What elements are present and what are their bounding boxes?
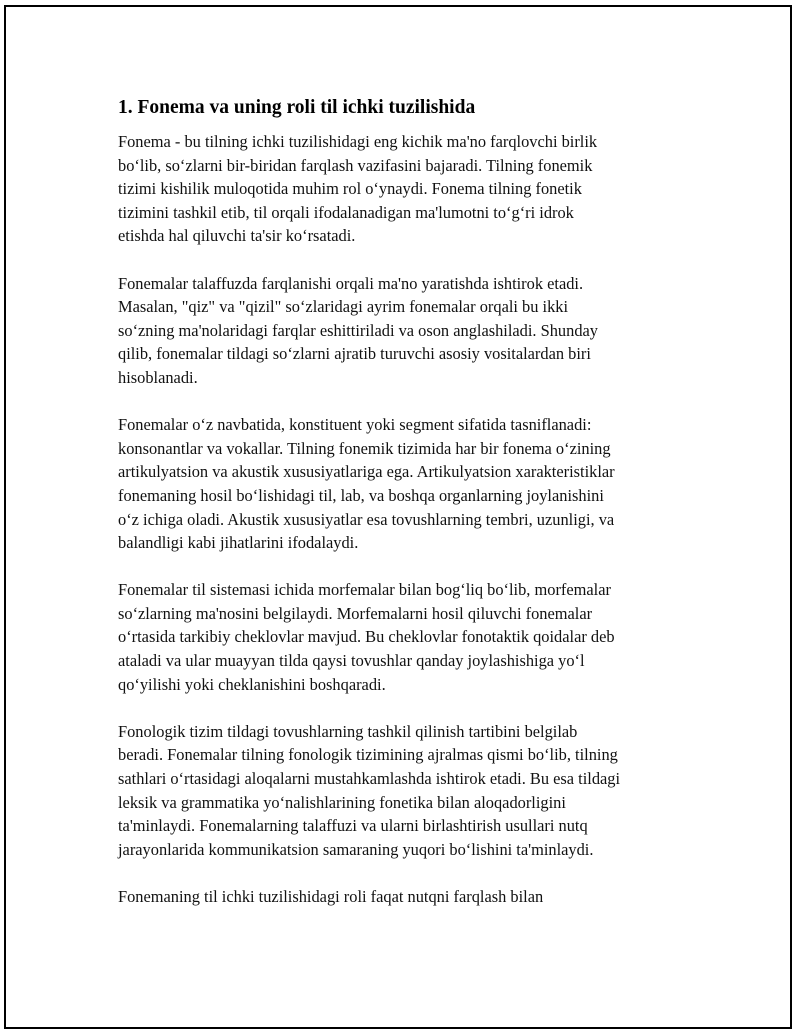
paragraph-6: Fonemaning til ichki tuzilishidagi roli faqat nutqni farqlash bilan — [118, 887, 544, 906]
paragraph-5: Fonologik tizim tildagi tovushlarning tashkil qilinish tartibini belgilab beradi. Fonemalar tilning fonologik tizimining ajralmas qismi bo‘lib, tilning sathlari o‘rtasidagi aloqalarni mustahkamlashda ishtirok etadi. Bu esa tildagi leksik va grammatika yo‘nalishlarining fonetika bilan aloqadorligini ta'minlaydi. Fonemalarning talaffuzi va ularni birlashtirish usullari nutq jarayonlarida kommunikatsion samaraning yuqori bo‘lishini ta'minlaydi. — [118, 721, 621, 859]
section-heading: 1. Fonema va uning roli til ichki tuzilishida — [118, 97, 476, 118]
paragraph-1: Fonema - bu tilning ichki tuzilishidagi eng kichik ma'no farqlovchi birlik bo‘lib, so‘zlarni bir-biridan farqlash vazifasini bajaradi. Tilning fonemik tizimi kishilik muloqotida muhim rol o‘ynaydi. Fonema tilning fonetik tizimini tashkil etib, til orqali ifodalanadigan ma'lumotni to‘g‘ri idrok etishda hal qiluvchi ta'sir ko‘rsatadi. — [118, 132, 598, 246]
document-body — [118, 96, 688, 932]
paragraph-3: Fonemalar o‘z navbatida, konstituent yoki segment sifatida tasniflanadi: konsonantlar va vokallar. Tilning fonemik tizimida har bir fonema o‘zining artikulyatsion va akustik xususiyatlariga ega. Artikulyatsion xarakteristiklar fonemaning hosil bo‘lishidagi til, lab, va boshqa organlarning joylanishini o‘z ichiga oladi. Akustik xususiyatlar esa tovushlarning tembri, uzunligi, va balandligi kabi jihatlarini ifodalaydi. — [118, 415, 615, 553]
paragraph-2: Fonemalar talaffuzda farqlanishi orqali ma'no yaratishda ishtirok etadi. Masalan, "qiz" va "qizil" so‘zlaridagi ayrim fonemalar orqali bu ikki so‘zning ma'nolaridagi farqlar eshittiriladi va oson anglashiladi. Shunday qilib, fonemalar tildagi so‘zlarni ajratib turuvchi asosiy vositalardan biri hisoblanadi. — [118, 273, 598, 387]
paragraph-4: Fonemalar til sistemasi ichida morfemalar bilan bog‘liq bo‘lib, morfemalar so‘zlarning ma'nosini belgilaydi. Morfemalarni hosil qiluvchi fonemalar o‘rtasida tarkibiy cheklovlar mavjud. Bu cheklovlar fonotaktik qoidalar deb ataladi va ular muayyan tilda qaysi tovushlar qanday joylashishiga yo‘l qo‘yilishi yoki cheklanishini boshqaradi. — [118, 580, 615, 694]
